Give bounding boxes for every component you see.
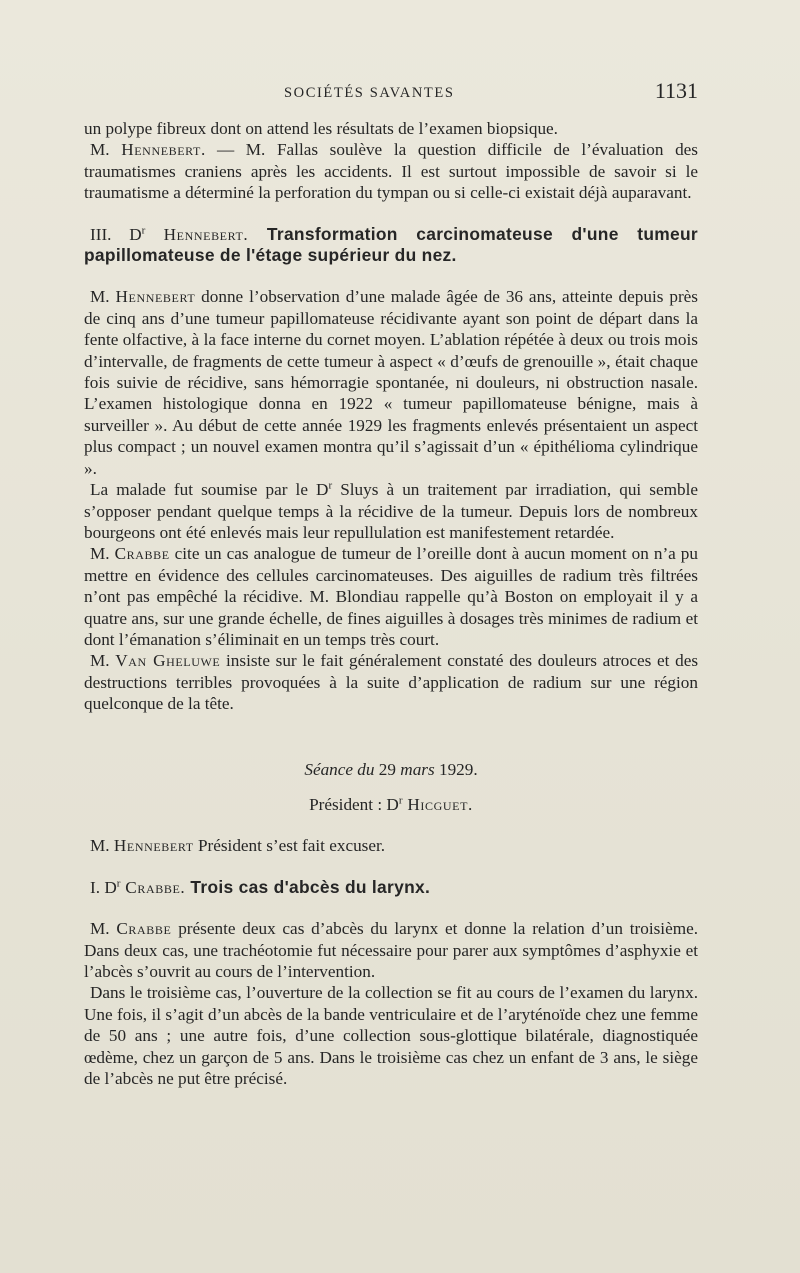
paragraph-van-gheluwe bbox=[84, 650, 698, 714]
paragraph-hennebert-fallas bbox=[84, 139, 698, 203]
dr-superscript: r bbox=[328, 479, 333, 492]
section-numeral: I. D bbox=[90, 877, 117, 897]
paragraph-crabbe-larynx bbox=[84, 918, 698, 982]
paragraph-excuse bbox=[84, 835, 698, 856]
page-number: 1131 bbox=[654, 78, 698, 103]
paragraph-continuation: un polype fibreux dont on attend les résultats de l’examen biopsique. bbox=[84, 119, 558, 138]
dr-superscript: r bbox=[141, 223, 146, 236]
paragraph-observation bbox=[84, 286, 698, 479]
paragraph-text: donne l’observation d’une malade âgée de 36 ans, atteinte depuis près de cinq ans d’une tumeur papillomateuse récidivante ayant son point de départ dans la fente olfactive, à la face interne du cornet moyen. L’ablation répétée à deux ou trois mois d’intervalle, de fragments de cette tumeur à aspect « d’œufs de grenouille », était chaque fois suivie de récidive, sans hémorragie spontanée, ni douleurs, ni obstruction nasale. L’examen histologique donna en 1922 « tumeur papillomateuse bénigne, mais à surveiller ». Au début de cette année 1929 les fragments enlevés présentaient un aspect plus compact ; un nouvel examen montra qu’il s’agissait d’un « épithélioma cylindrique ». bbox=[84, 287, 698, 478]
speaker-name: Crabbe bbox=[116, 919, 172, 939]
session-month: mars bbox=[400, 759, 435, 779]
speaker-title: M. bbox=[90, 651, 116, 671]
speaker-title: M. bbox=[90, 544, 115, 564]
article-body bbox=[84, 118, 698, 1089]
section-author: Crabbe. bbox=[120, 877, 186, 897]
running-head bbox=[84, 78, 698, 108]
section-heading-iii bbox=[84, 224, 698, 267]
dr-superscript: r bbox=[398, 794, 403, 807]
speaker-name: Hennebert bbox=[113, 836, 194, 856]
paragraph-text: cite un cas analogue de tumeur de l’oreille dont à aucun moment on n’a pu mettre en évidence des cellules carcinomateuses. Des aiguilles de radium très filtrées n’ont pas empêché la récidive. M. Blondiau rappelle qu’à Boston on employait il y a quatre ans, sur une grande échelle, de fines aiguilles à dosages très minimes de radium et dont l’émanation s’éliminait en un temps très court. bbox=[84, 544, 698, 649]
president-label: Président : D bbox=[309, 794, 399, 814]
paragraph-text: Président s’est fait excuser. bbox=[193, 836, 386, 856]
session-day: 29 bbox=[374, 759, 401, 779]
session-date-label: Séance du bbox=[304, 759, 375, 779]
running-head-title: SOCIÉTÉS SAVANTES bbox=[284, 85, 455, 101]
paragraph-text: présente deux cas d’abcès du larynx et donne la relation d’un troisième. Dans deux cas, une trachéotomie fut nécessaire pour parer aux symptômes d’asphyxie et l’abcès s’ouvrit au cours de l’intervention. bbox=[84, 919, 698, 981]
speaker-name: Hennebert bbox=[121, 140, 201, 160]
section-author: Hennebert. bbox=[145, 224, 249, 244]
session-year: 1929. bbox=[434, 759, 478, 779]
speaker-title: M. bbox=[90, 836, 114, 856]
speaker-title: M. bbox=[90, 287, 116, 307]
speaker-name: Van Gheluwe bbox=[115, 651, 221, 671]
paragraph-crabbe-radium bbox=[84, 543, 698, 650]
president-name: Hicguet. bbox=[402, 794, 473, 814]
session-date bbox=[84, 759, 698, 780]
section-numeral: III. D bbox=[90, 224, 142, 244]
section-title: Trois cas d'abcès du larynx. bbox=[185, 876, 431, 897]
section-title: Transformation carcinomateuse d'une tumeur papillomateuse de l'étage supérieur du nez. bbox=[84, 223, 699, 266]
speaker-name: Crabbe bbox=[114, 544, 170, 564]
section-heading-i bbox=[84, 877, 698, 898]
paragraph-text-post: Sluys à un traitement par irradiation, qui semble s’opposer pendant quelque temps à la récidive de la tumeur. Depuis lors de nombreux bourgeons ont été enlevés mais leur repullulation est manifestement retardée. bbox=[84, 480, 698, 542]
paragraph-text-pre: La malade fut soumise par le D bbox=[90, 480, 329, 500]
session-president bbox=[84, 794, 698, 815]
paragraph-text: insiste sur le fait généralement constaté des douleurs atroces et des destructions terribles provoquées à la suite d’application de radium sur une région quelconque de la tête. bbox=[84, 651, 699, 714]
paragraph-text: . — M. Fallas soulève la question difficile de l’évaluation des traumatismes craniens après les accidents. Il est surtout impossible de savoir si le traumatisme a déterminé la perforation du tympan ou si celle-ci existait déjà auparavant. bbox=[84, 140, 698, 203]
paragraph-third-case: Dans le troisième cas, l’ouverture de la collection se fit au cours de l’examen du larynx. Une fois, il s’agit d’un abcès de la bande ventriculaire et de l’aryténoïde chez une femme de 50 ans ; une autre fois, d’une collection sous-glottique bilatérale, diagnostiquée œdème, chez un garçon de 5 ans. Dans le troisième cas chez un enfant de 3 ans, le siège de l’abcès ne put être précisé. bbox=[84, 983, 698, 1089]
speaker-name: Hennebert bbox=[115, 287, 196, 307]
speaker-title: M. bbox=[90, 140, 122, 160]
dr-superscript: r bbox=[116, 877, 121, 890]
speaker-title: M. bbox=[90, 919, 117, 939]
paragraph-irradiation bbox=[84, 479, 698, 543]
